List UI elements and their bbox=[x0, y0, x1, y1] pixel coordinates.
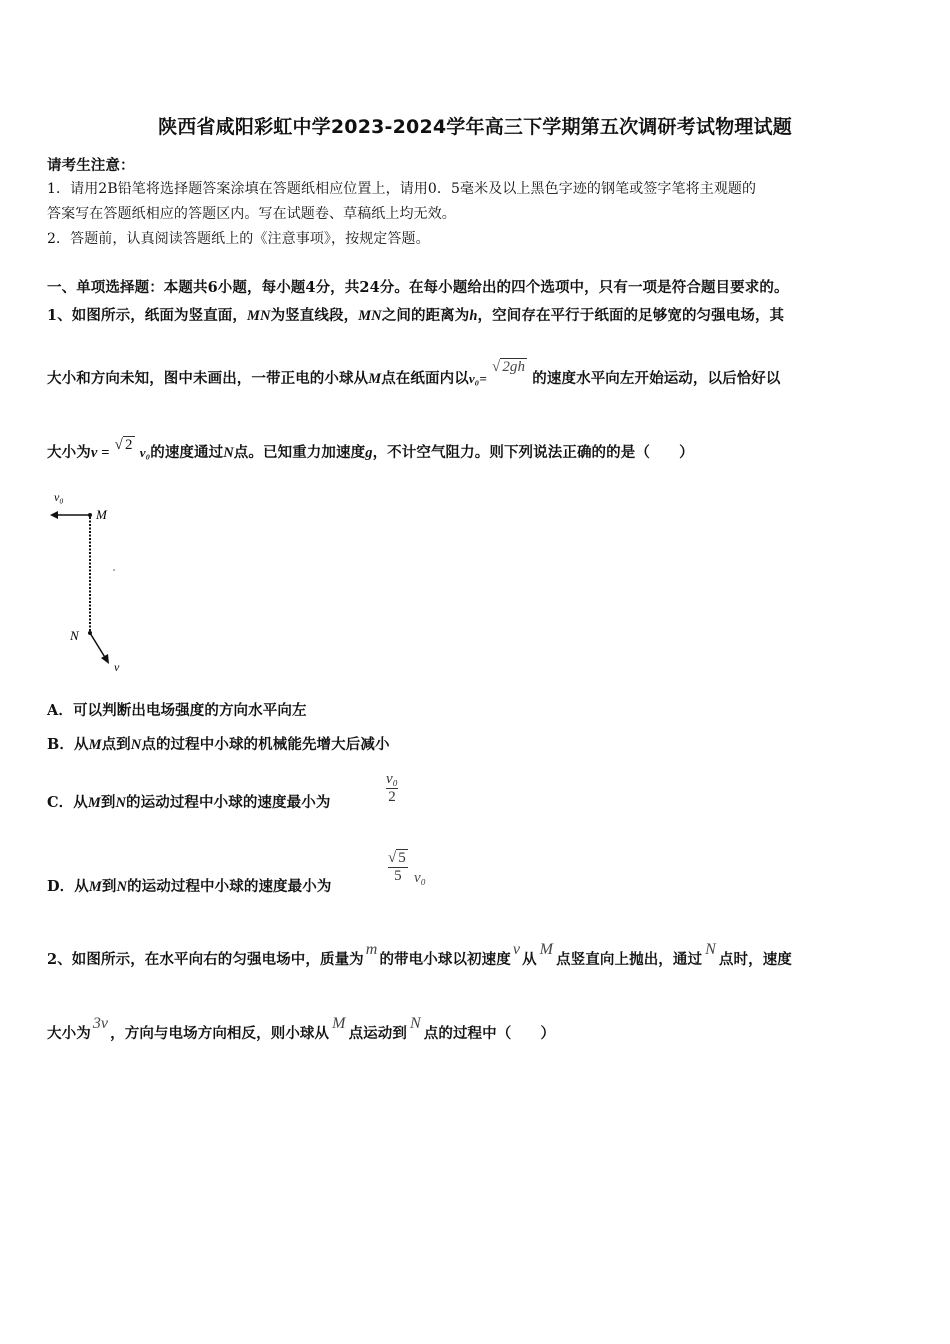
sqrt-2: √ 2 bbox=[114, 437, 133, 453]
section-heading: 一、单项选择题：本题共6小题，每小题4分，共24分。在每小题给出的四个选项中，只有一项是符合题目要求的。 bbox=[47, 279, 789, 296]
q1-option-b: B．从M点到N点的过程中小球的机械能先增大后减小 bbox=[47, 736, 390, 753]
sqrt-2gh: √ 2gh bbox=[491, 359, 526, 375]
v-arrow-head bbox=[101, 654, 109, 664]
notice-line-2: 2．答题前，认真阅读答题纸上的《注意事项》，按规定答题。 bbox=[47, 231, 430, 247]
q2-line-1: 2、如图所示，在水平向右的匀强电场中，质量为m的带电小球以初速度v从M点竖直向上抛出，通过N点时，速度 bbox=[47, 941, 792, 968]
q1-option-d: D．从M到N的运动过程中小球的速度最小为 bbox=[47, 878, 332, 895]
fraction-v0-over-2: v₀ 2 bbox=[386, 771, 398, 805]
q1-line-2: 大小和方向未知，图中未画出，一带正电的小球从M点在纸面内以v₀= √ 2gh 的速度水平向左开始运动，以后恰好以 bbox=[47, 359, 781, 387]
q1-line-1: 1、如图所示，纸面为竖直面，MN为竖直线段，MN之间的距离为h，空间存在平行于纸面的足够宽的匀强电场，其 bbox=[47, 307, 785, 324]
q1-option-c: C．从M到N的运动过程中小球的速度最小为 bbox=[47, 794, 331, 811]
fig-n-label: N bbox=[70, 628, 79, 643]
fraction-sqrt5-over-5: √ 5 5 bbox=[388, 850, 406, 884]
notice-line-1b: 答案写在答题纸相应的答题区内。写在试题卷、草稿纸上均无效。 bbox=[47, 206, 456, 222]
notice-line-1a: 1．请用2B铅笔将选择题答案涂填在答题纸相应位置上，请用0．5毫米及以上黑色字迹的钢笔或签字笔将主观题的 bbox=[47, 181, 757, 197]
notice-heading: 请考生注意： bbox=[47, 157, 135, 174]
stray-dot bbox=[113, 569, 115, 571]
point-m bbox=[88, 513, 92, 517]
q2-line-2: 大小为3v，方向与电场方向相反，则小球从M点运动到N点的过程中（ ） bbox=[47, 1015, 556, 1042]
v-arrow-line bbox=[90, 633, 106, 659]
fig-m-label: M bbox=[96, 507, 107, 522]
q1-line-3: 大小为v = √ 2 v₀的速度通过N点。已知重力加速度g，不计空气阻力。则下列说法正确的的是（ ） bbox=[47, 437, 694, 461]
fig-v0-label: v₀ bbox=[54, 490, 64, 504]
page-title: 陕西省咸阳彩虹中学2023-2024学年高三下学期第五次调研考试物理试题 bbox=[158, 116, 792, 138]
option-d-v0: v₀ bbox=[414, 870, 426, 886]
mn-figure bbox=[44, 485, 144, 680]
q1-option-a: A．可以判断出电场强度的方向水平向左 bbox=[47, 702, 307, 719]
fig-v-label: v bbox=[114, 660, 120, 674]
v0-arrow-head bbox=[50, 511, 58, 519]
